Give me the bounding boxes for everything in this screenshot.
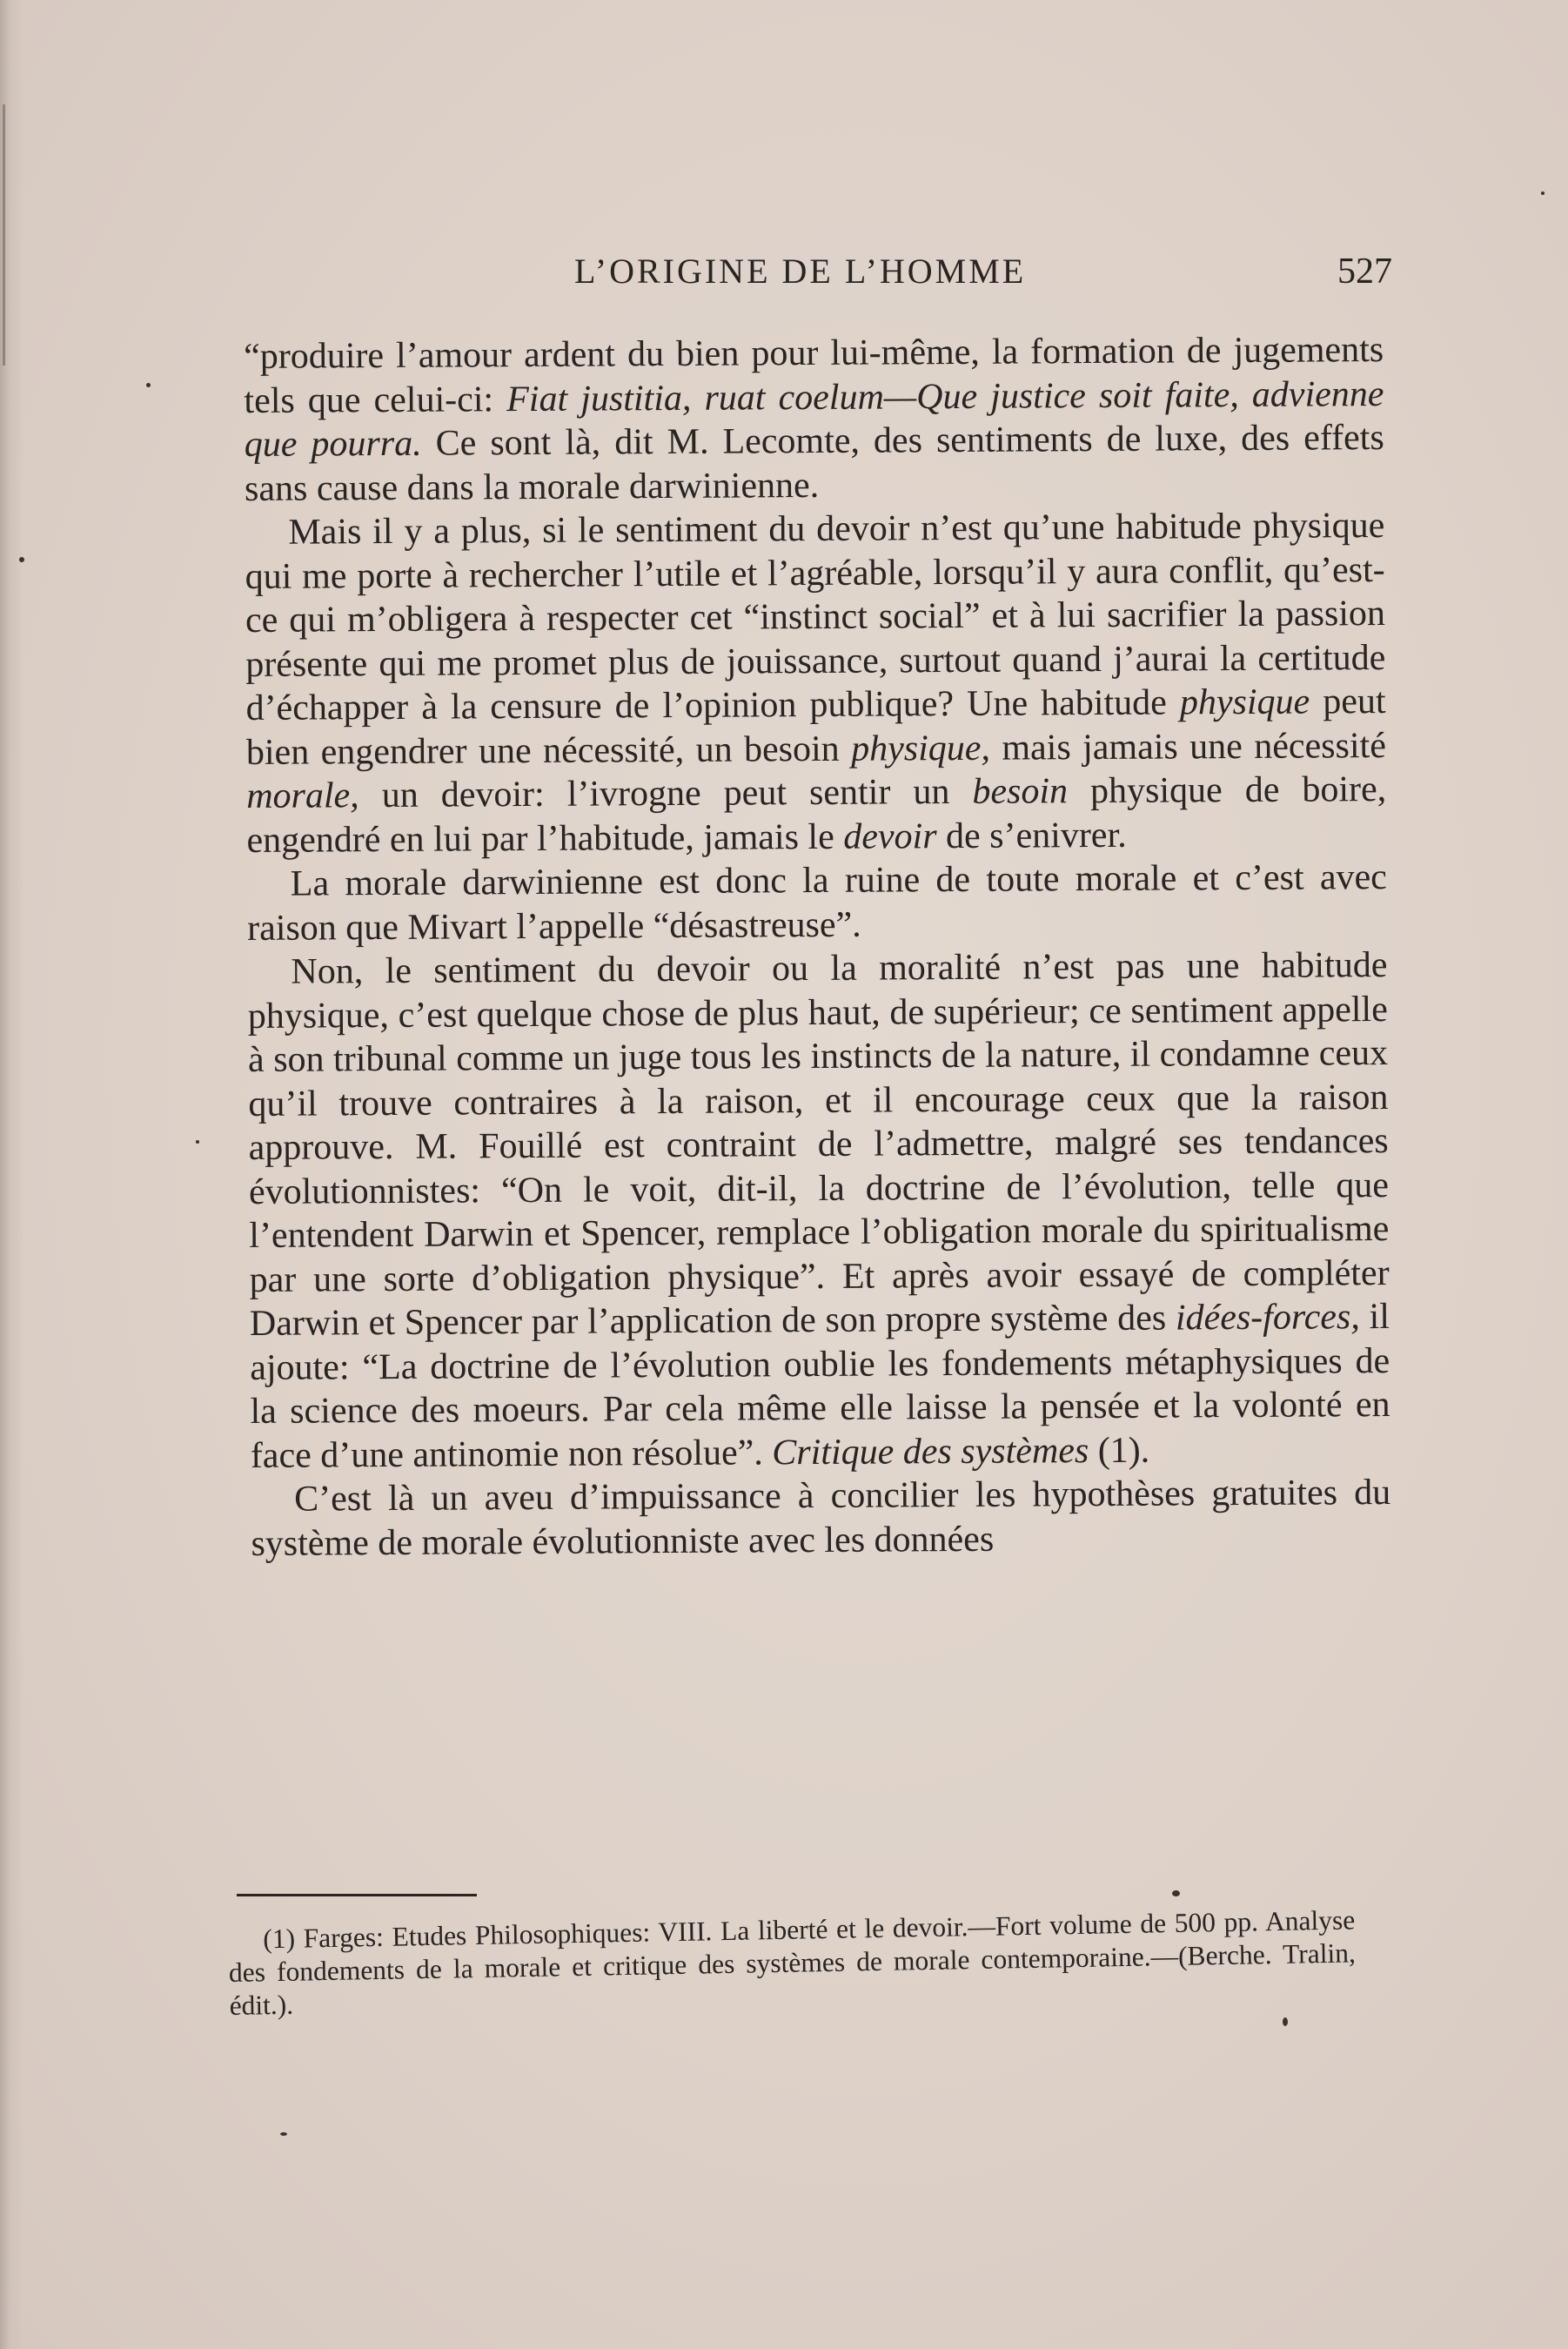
- italic-text: Critique des systèmes: [772, 1430, 1089, 1473]
- paper-speck: [1172, 1890, 1180, 1896]
- paragraph: [245, 504, 1386, 862]
- footnote: [228, 1903, 1357, 2023]
- text-run: peut bien engendrer une nécessité, un besoin: [245, 681, 1386, 773]
- text-run: (1).: [1089, 1430, 1150, 1471]
- text-run: Ce sont là, dit M. Lecomte, des sentiments de luxe, des effets sans cause dans la morale darwinienne.: [244, 417, 1384, 509]
- paper-speck: [1541, 191, 1545, 195]
- paper-speck: [19, 557, 24, 562]
- page-header: [574, 251, 1392, 303]
- italic-text: Fiat justitia, ruat coelum—Que justice soit faite, advienne que pourra.: [244, 373, 1384, 465]
- paper-speck: [280, 2132, 287, 2136]
- text-run: Non, le sentiment du devoir ou la moralité n’est pas une habitude physique, c’est quelque chose de plus haut, de supérieur; ce sentiment appelle à son tribunal comme un juge tous les instincts de la nature, il condamne ceux qu’il trouve contraires à la raison, et il encourage ceux que la raison approuve. M. Fouillé est contraint de l’admettre, malgré ses tendances évolutionnistes: “On le voit, dit-il, la doctrine de l’évolution, telle que l’entendent Darwin et Spencer, remplace l’obligation morale du spiritualisme par une sorte d’obligation physique”. Et après avoir essayé de compléter Darwin et Spencer par l’application de son propre système des: [247, 944, 1390, 1344]
- footnote-rule: [237, 1894, 477, 1896]
- running-title: L’ORIGINE DE L’HOMME: [574, 252, 1027, 291]
- footnote-text: (1) Farges: Etudes Philosophiques: VIII. La liberté et le devoir.—Fort volume de 500 pp. Analyse des fondements de la morale et critique des systèmes de morale contemporaine.—(Berche. Tralin, édit.).: [228, 1904, 1357, 2021]
- text-run: La morale darwinienne est donc la ruine de toute morale et c’est avec raison que Mivart l’appelle “désastreuse”.: [247, 856, 1387, 949]
- text-run: Mais il y a plus, si le sentiment du devoir n’est qu’une habitude physique qui me porte à rechercher l’utile et l’agréable, lorsqu’il y aura conflit, qu’est-ce qui m’obligera à respecter cet “instinct social” et à lui sacrifier la passion présente qui me promet plus de jouissance, surtout quand j’aurai la certitude d’échapper à la censure de l’opinion publique? Une habitude: [245, 505, 1386, 728]
- italic-text: morale,: [246, 775, 359, 816]
- paper-speck: [196, 1140, 199, 1144]
- paragraph: [251, 1471, 1391, 1566]
- spine-edge: [3, 104, 5, 366]
- italic-text: devoir: [843, 815, 937, 857]
- text-run: un devoir: l’ivrogne peut sentir un: [358, 771, 973, 816]
- text-run: physique de boire, engendré en lui par l’habitude, jamais le: [246, 768, 1387, 861]
- page-number: 527: [1337, 252, 1392, 292]
- text-run: de s’enivrer.: [936, 815, 1127, 856]
- italic-text: idées-forces,: [1175, 1297, 1360, 1339]
- text-run: C’est là un aveu d’impuissance à concilier les hypothèses gratuites du système de morale évolutionniste avec les données: [251, 1472, 1391, 1564]
- text-run: il ajoute: “La doctrine de l’évolution oublie les fondements métaphysiques de la science des moeurs. Par cela même elle laisse la pensée et la volonté en face d’une antinomie non résolue”.: [250, 1296, 1390, 1476]
- paragraph: [247, 856, 1388, 950]
- text-run: “produire l’amour ardent du bien pour lui-même, la formation de jugements tels que celui-ci:: [244, 329, 1384, 421]
- italic-text: besoin: [972, 771, 1069, 812]
- text-run: mais jamais une nécessité: [989, 725, 1387, 768]
- paper-speck: [146, 383, 151, 387]
- paper-speck: [1283, 2017, 1288, 2026]
- body-text: [244, 328, 1391, 1566]
- paragraph: [247, 943, 1390, 1478]
- italic-text: physique: [1179, 681, 1310, 723]
- italic-text: physique,: [851, 728, 991, 769]
- paragraph: [244, 328, 1384, 511]
